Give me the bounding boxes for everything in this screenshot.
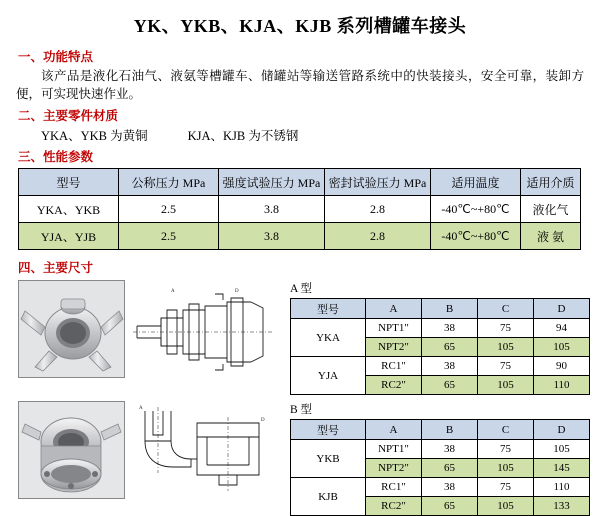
cell-a: RC1" <box>366 478 422 497</box>
cell-d: 110 <box>534 376 590 395</box>
col-header-strength-test: 强度试验压力 MPa <box>219 169 325 196</box>
cell-b: 65 <box>422 338 478 357</box>
dimension-row-b <box>18 401 586 516</box>
dimension-table-b <box>290 419 590 516</box>
material-line <box>16 126 584 144</box>
svg-text:A: A <box>139 406 143 412</box>
cell-a: RC2" <box>366 497 422 516</box>
dimension-table-b-label: B 型 <box>290 404 313 417</box>
svg-text:A: A <box>171 289 175 295</box>
cell-b: 38 <box>422 478 478 497</box>
cell-model: YJA、YJB <box>19 223 119 250</box>
technical-drawing-a <box>131 280 276 376</box>
cell-a: NPT1" <box>366 440 422 459</box>
cell-model: YKA <box>291 319 366 357</box>
cell-c: 75 <box>478 478 534 497</box>
product-photo-a <box>18 280 125 378</box>
table-header-row <box>291 420 590 440</box>
cell-seal-test: 2.8 <box>325 223 431 250</box>
cell-c: 75 <box>478 319 534 338</box>
coupling-drawing-b-graphic <box>131 401 276 497</box>
dimension-table-b-wrapper <box>290 401 590 516</box>
col-header-model: 型号 <box>19 169 119 196</box>
cell-d: 90 <box>534 357 590 376</box>
section-heading-material: 二、主要零件材质 <box>18 109 119 124</box>
section-heading-dimensions: 四、主要尺寸 <box>18 261 94 276</box>
cell-strength-test: 3.8 <box>219 223 325 250</box>
cell-strength-test: 3.8 <box>219 196 325 223</box>
cell-d: 105 <box>534 338 590 357</box>
cell-model: YKA、YKB <box>19 196 119 223</box>
cell-c: 105 <box>478 497 534 516</box>
table-row <box>291 357 590 376</box>
table-row <box>291 319 590 338</box>
col-header-seal-test: 密封试验压力 MPa <box>325 169 431 196</box>
col-header-a: A <box>366 299 422 319</box>
table-row <box>291 478 590 497</box>
cell-b: 65 <box>422 376 478 395</box>
cell-b: 65 <box>422 459 478 478</box>
cell-a: RC2" <box>366 376 422 395</box>
col-header-c: C <box>478 420 534 440</box>
cell-a: NPT1" <box>366 319 422 338</box>
col-header-c: C <box>478 299 534 319</box>
cell-b: 38 <box>422 319 478 338</box>
col-header-b: B <box>422 299 478 319</box>
table-row <box>291 440 590 459</box>
cell-b: 38 <box>422 440 478 459</box>
cell-temperature: -40℃~+80℃ <box>431 223 521 250</box>
col-header-b: B <box>422 420 478 440</box>
cell-b: 38 <box>422 357 478 376</box>
dimension-table-a-wrapper <box>290 280 590 395</box>
cell-c: 105 <box>478 459 534 478</box>
performance-table-wrapper <box>18 168 600 250</box>
col-header-d: D <box>534 420 590 440</box>
cell-model: YKB <box>291 440 366 478</box>
cell-d: 105 <box>534 440 590 459</box>
col-header-d: D <box>534 299 590 319</box>
cell-model: KJB <box>291 478 366 516</box>
product-photo-b <box>18 401 125 499</box>
cell-c: 105 <box>478 376 534 395</box>
coupling-drawing-a-graphic <box>131 280 276 376</box>
col-header-a: A <box>366 420 422 440</box>
performance-table <box>18 168 581 250</box>
svg-text:D: D <box>261 418 265 424</box>
col-header-model: 型号 <box>291 299 366 319</box>
cell-d: 133 <box>534 497 590 516</box>
dimensions-area <box>18 280 586 516</box>
col-header-nominal-pressure: 公称压力 MPa <box>119 169 219 196</box>
cell-d: 94 <box>534 319 590 338</box>
cell-c: 75 <box>478 440 534 459</box>
cell-temperature: -40℃~+80℃ <box>431 196 521 223</box>
cell-nominal-pressure: 2.5 <box>119 223 219 250</box>
cell-d: 110 <box>534 478 590 497</box>
table-row <box>19 223 581 250</box>
technical-drawing-b <box>131 401 276 497</box>
features-paragraph: 该产品是液化石油气、液氨等槽罐车、储罐站等输送管路系统中的快装接头，安全可靠，装卸方便，可实现快速作业。 <box>16 69 584 102</box>
material-text-b: KJA、KJB 为不锈钢 <box>187 129 299 144</box>
cell-nominal-pressure: 2.5 <box>119 196 219 223</box>
coupling-photo-b-graphic <box>19 402 124 498</box>
svg-text:D: D <box>235 289 239 295</box>
cell-medium: 液 氨 <box>521 223 581 250</box>
cell-medium: 液化气 <box>521 196 581 223</box>
col-header-model: 型号 <box>291 420 366 440</box>
table-header-row <box>291 299 590 319</box>
dimension-table-a-label: A 型 <box>290 283 313 296</box>
cell-a: NPT2" <box>366 459 422 478</box>
col-header-medium: 适用介质 <box>521 169 581 196</box>
coupling-photo-a-graphic <box>19 281 124 377</box>
table-row <box>19 196 581 223</box>
table-header-row <box>19 169 581 196</box>
material-text-a: YKA、YKB 为黄铜 <box>41 129 148 144</box>
cell-c: 75 <box>478 357 534 376</box>
cell-model: YJA <box>291 357 366 395</box>
cell-seal-test: 2.8 <box>325 196 431 223</box>
cell-a: RC1" <box>366 357 422 376</box>
dimension-table-a <box>290 298 590 395</box>
cell-c: 105 <box>478 338 534 357</box>
section-heading-performance: 三、性能参数 <box>18 150 94 165</box>
dimension-row-a <box>18 280 586 395</box>
section-heading-features: 一、功能特点 <box>18 50 94 64</box>
page-title: YK、YKB、KJA、KJB 系列槽罐车接头 <box>133 16 467 36</box>
col-header-temperature: 适用温度 <box>431 169 521 196</box>
cell-d: 145 <box>534 459 590 478</box>
cell-b: 65 <box>422 497 478 516</box>
cell-a: NPT2" <box>366 338 422 357</box>
